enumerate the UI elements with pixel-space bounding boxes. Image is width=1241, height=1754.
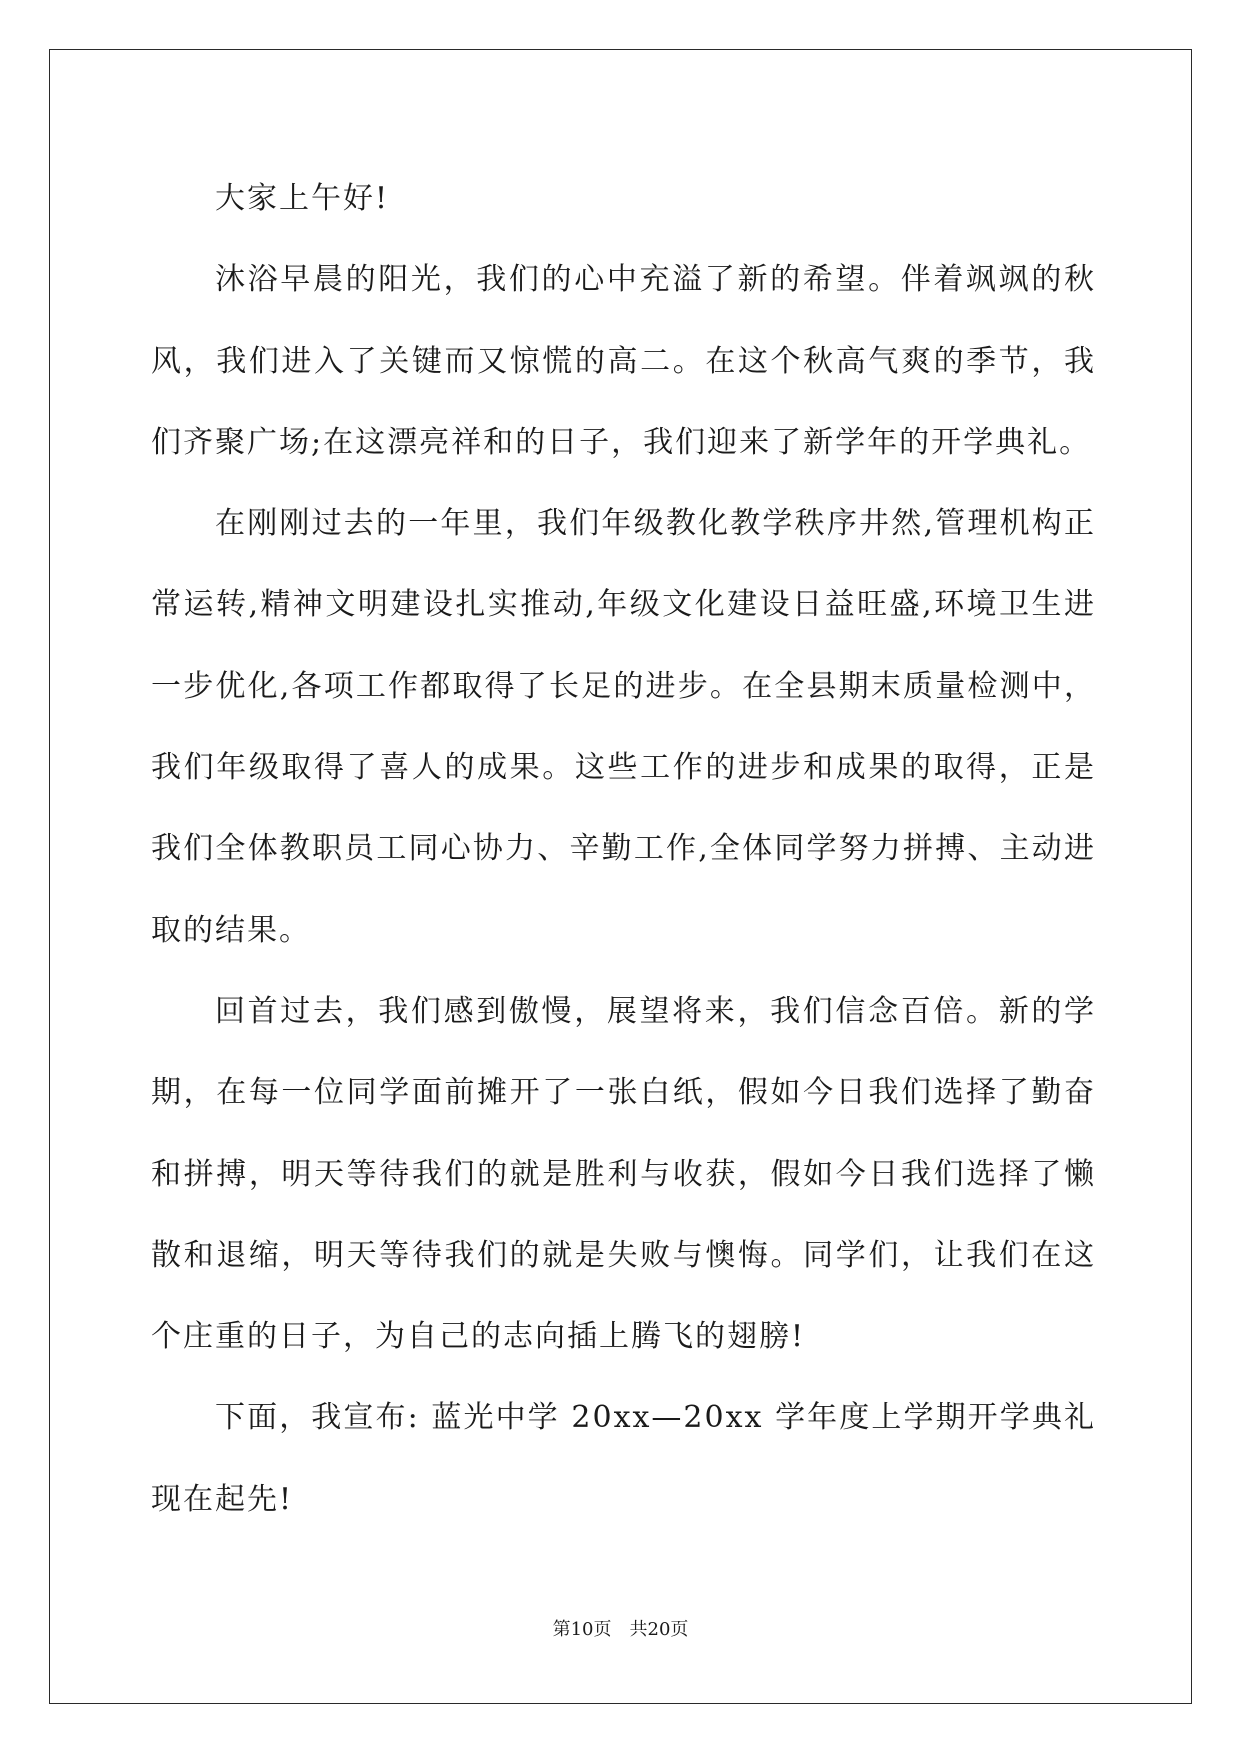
greeting-paragraph: 大家上午好! [215,181,390,216]
page-footer: 第10页 共20页 [552,1619,689,1640]
paragraph-looking-forward: 回首过去，我们感到傲慢，展望将来，我们信念百倍。新的学期，在每一位同学面前摊开了一张白纸，假如今日我们选择了勤奋和拼搏，明天等待我们的就是胜利与收获，假如今日我们选择了懒散和退缩，明天等待我们的就是失败与懊悔。同学们，让我们在这个庄重的日子，为自己的志向插上腾飞的翅膀! [151,993,1096,1355]
document-body [151,158,1096,1540]
paragraph-past-year: 在刚刚过去的一年里，我们年级教化教学秩序井然,管理机构正常运转,精神文明建设扎实推动,年级文化建设日益旺盛,环境卫生进一步优化,各项工作都取得了长足的进步。在全县期末质量检测中，我们年级取得了喜人的成果。这些工作的进步和成果的取得，正是我们全体教职员工同心协力、辛勤工作,全体同学努力拼搏、主动进取的结果。 [151,506,1096,948]
paragraph-announcement: 下面，我宣布: 蓝光中学 20xx—20xx 学年度上学期开学典礼现在起先! [151,1400,1096,1517]
paragraph-morning: 沐浴早晨的阳光，我们的心中充溢了新的希望。伴着飒飒的秋风，我们进入了关键而又惊慌的高二。在这个秋高气爽的季节，我们齐聚广场;在这漂亮祥和的日子，我们迎来了新学年的开学典礼。 [151,262,1096,460]
